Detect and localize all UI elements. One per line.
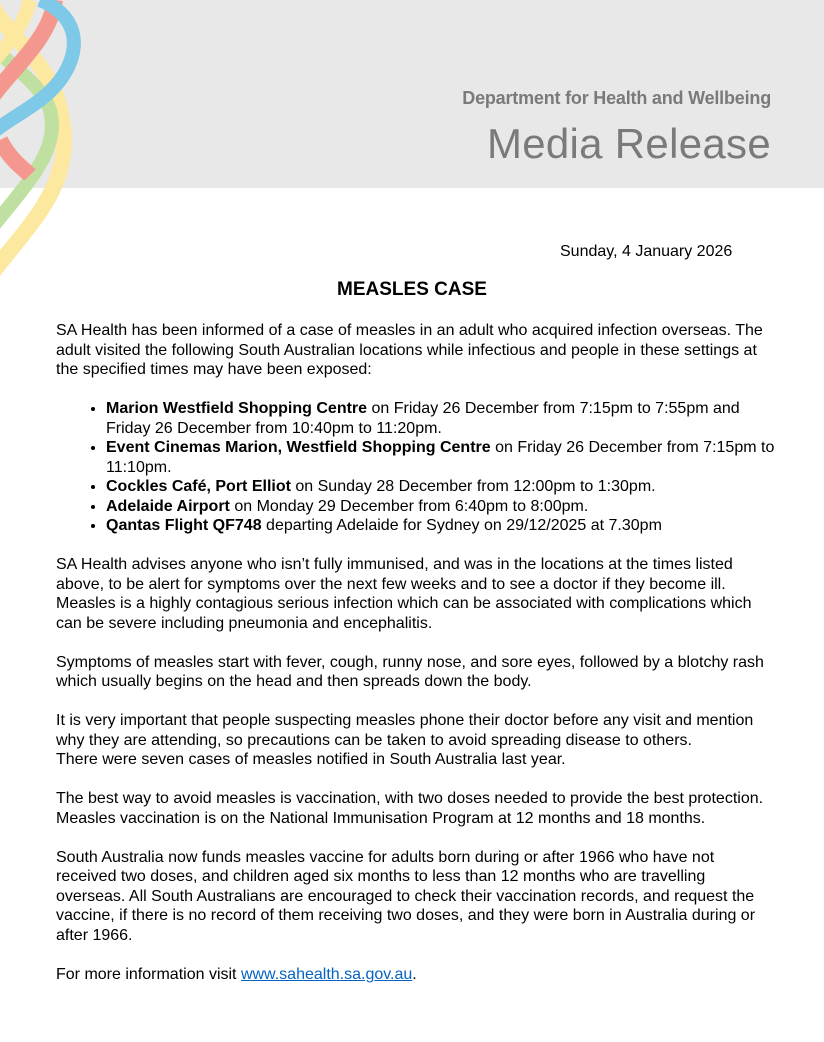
- vaccination-paragraph: The best way to avoid measles is vaccination, with two doses needed to provide the best protection. Measles vaccination is on the National Immunisation Program at 12 months and 18 months.: [56, 790, 764, 827]
- more-info-suffix: .: [412, 965, 417, 983]
- more-info-text: For more information visit: [56, 965, 241, 983]
- exposure-locations-list: [56, 399, 776, 536]
- ribbon-logo-graphic: [0, 0, 110, 310]
- cases-paragraph: There were seven cases of measles notified in South Australia last year.: [56, 751, 566, 768]
- location-name: Cockles Café, Port Elliot: [106, 478, 291, 495]
- page-title: MEASLES CASE: [337, 279, 487, 300]
- sahealth-link[interactable]: www.sahealth.sa.gov.au: [240, 965, 413, 983]
- department-name: Department for Health and Wellbeing: [462, 88, 771, 108]
- location-detail: on Sunday 28 December from 12:00pm to 1:30pm.: [290, 478, 656, 495]
- phone-doctor-paragraph: It is very important that people suspecting measles phone their doctor before any visit and mention why they are attending, so precautions can be taken to avoid spreading disease to others.: [56, 712, 754, 749]
- symptoms-paragraph: Symptoms of measles start with fever, cough, runny nose, and sore eyes, followed by a blotchy rash which usually begins on the head and then spreads down the body.: [56, 653, 764, 690]
- location-name: Adelaide Airport: [106, 497, 230, 515]
- release-body: [56, 321, 776, 1004]
- location-detail: on Friday 26 December from 7:15pm to 11:10pm.: [106, 439, 775, 476]
- list-item: [106, 438, 776, 477]
- list-item: [106, 477, 776, 497]
- location-detail: on Monday 29 December from 6:40pm to 8:00pm.: [229, 497, 589, 515]
- funding-paragraph: South Australia now funds measles vaccine for adults born during or after 1966 who have not received two doses, and children aged six months to less than 12 months who are travelling overseas. All South Australians are encouraged to check their vaccination records, and request the vaccine, if there is no record of them receiving two doses, and they were born in Australia during or after 1966.: [56, 848, 756, 944]
- location-detail: departing Adelaide for Sydney on 29/12/2025 at 7.30pm: [261, 517, 662, 534]
- location-detail: on Friday 26 December from 7:15pm to 7:55pm and Friday 26 December from 10:40pm to 11:20pm.: [106, 400, 740, 437]
- list-item: [106, 399, 776, 438]
- location-name: Qantas Flight QF748: [106, 517, 262, 534]
- more-info-paragraph: [56, 965, 776, 985]
- advice-paragraph: SA Health advises anyone who isn’t fully immunised, and was in the locations at the times listed above, to be alert for symptoms over the next few weeks and to see a doctor if they become ill. Measles is a highly contagious serious infection which can be associated with complications which can be severe including pneumonia and encephalitis.: [56, 556, 752, 632]
- intro-paragraph: SA Health has been informed of a case of measles in an adult who acquired infection overseas. The adult visited the following South Australian locations while infectious and people in these settings at the specified times may have been exposed:: [56, 322, 763, 378]
- media-release-heading: Media Release: [486, 120, 771, 167]
- location-name: Marion Westfield Shopping Centre: [106, 400, 368, 417]
- list-item: [106, 516, 776, 536]
- release-date: Sunday, 4 January 2026: [560, 243, 733, 260]
- location-name: Event Cinemas Marion, Westfield Shopping Centre: [106, 439, 491, 456]
- list-item: [106, 497, 776, 517]
